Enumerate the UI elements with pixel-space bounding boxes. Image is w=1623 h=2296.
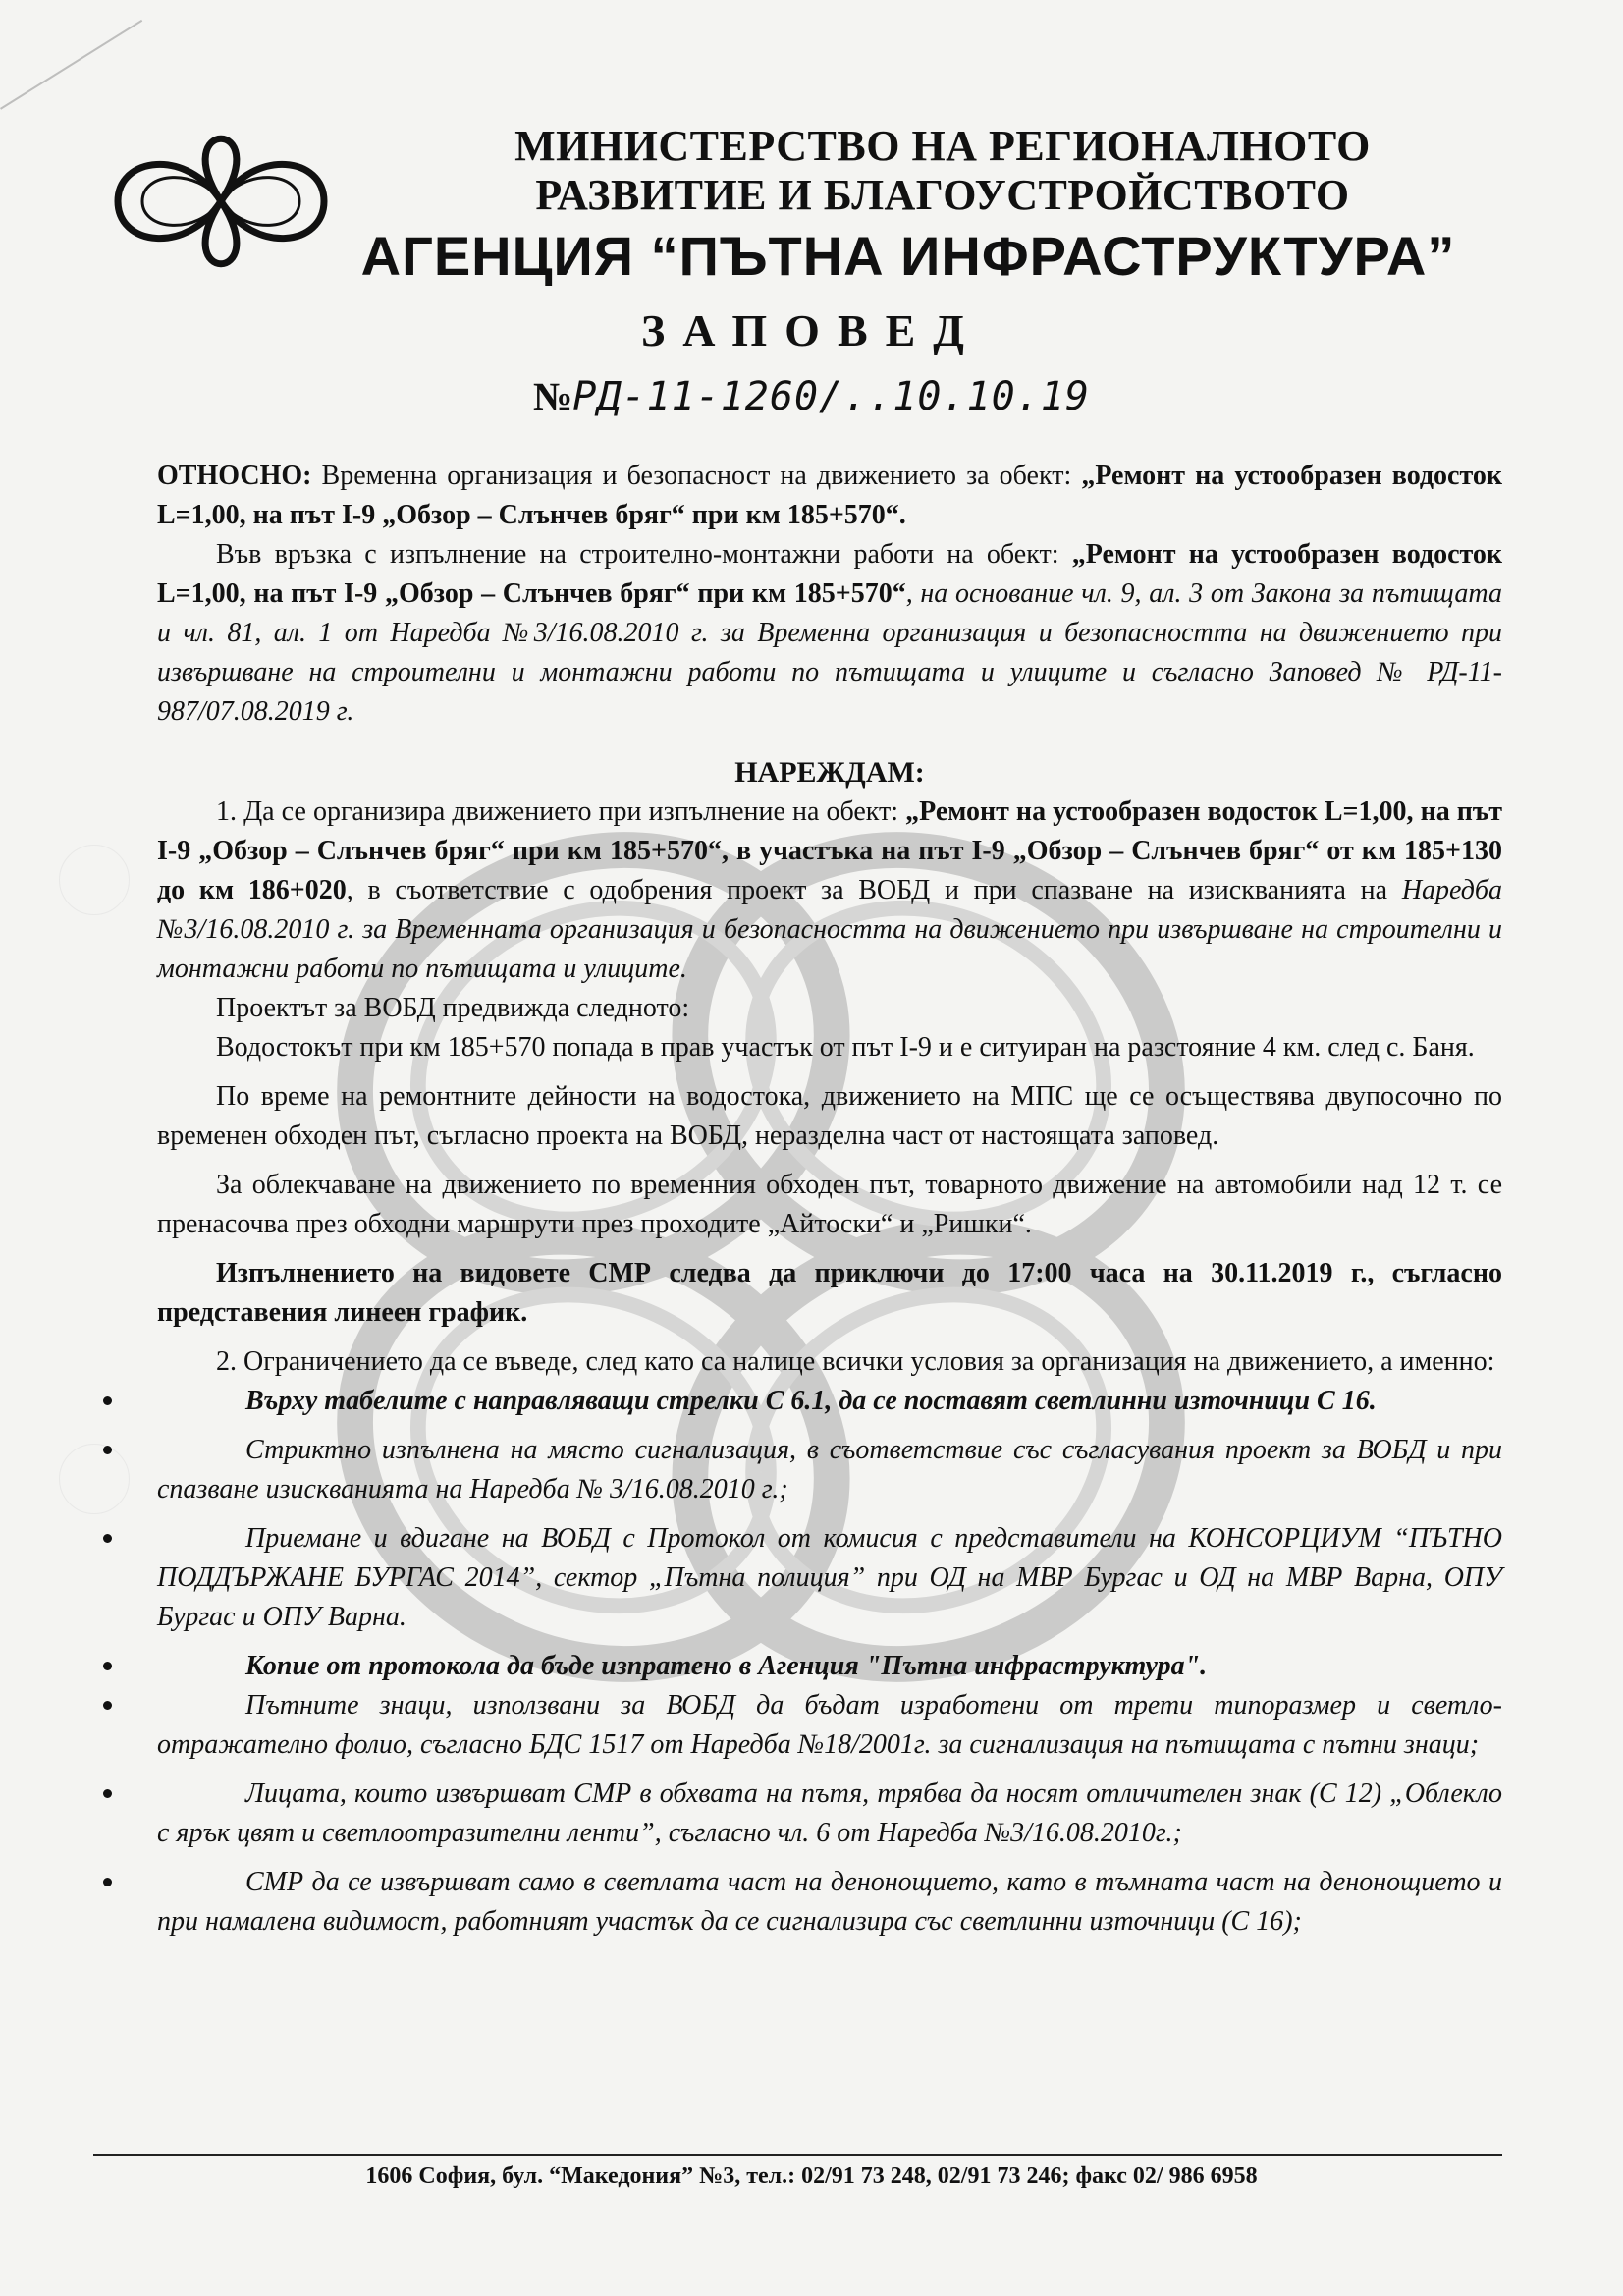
item-2-paragraph: 2. Ограничението да се въведе, след като са налице всички условия за организация на движението, а именно: <box>216 1346 1495 1377</box>
intro-text-2: , на основание чл. 9, ал. 3 от Закона за пътищата и чл. 81, ал. 1 от Наредба №3/16.08.2010 г. за Временна организация и безопасността на движението при извършване на строителни и монтажни работи по пътищата и улиците и съгласно Заповед № РД-11-987/07.08.2019 г. <box>157 578 1502 727</box>
project-intro: Проектът за ВОБД предвижда следното: <box>216 993 690 1023</box>
number-value: РД-11-1260/..10.10.19 <box>572 374 1090 419</box>
ministry-line-2: РАЗВИТИЕ И БЛАГОУСТРОЙСТВОТО <box>535 171 1350 219</box>
conditions-list <box>157 1382 1502 1941</box>
footer-address: 1606 София, бул. “Македония” №3, тел.: 02/91 73 248, 02/91 73 246; факс 02/ 986 6958 <box>365 2163 1258 2189</box>
subject-label: ОТНОСНО: <box>157 461 312 491</box>
list-item: Лицата, които извършват СМР в обхвата на пътя, трябва да носят отличителен знак (С 12) „Облекло с ярък цвят и светлоотразителни ленти”, съгласно чл. 6 от Наредба №3/16.08.2010г.; <box>157 1775 1502 1853</box>
culvert-paragraph: Водостокът при км 185+570 попада в прав участък от път I-9 и е ситуиран на разстояние 4 км. след с. Баня. <box>216 1032 1475 1063</box>
list-item: Стриктно изпълнена на място сигнализация, в съответствие със съгласувания проект за ВОБД и при спазване изискванията на Наредба № 3/16.08.2010 г.; <box>157 1431 1502 1509</box>
number-prefix: № <box>533 374 573 418</box>
item-1-regulation: Наредба №3/16.08.2010 г. за Временната организация и безопасността на движението при извършване на строителни и монтажни работи по пътищата и улиците. <box>157 875 1503 984</box>
document-number <box>0 373 1623 419</box>
ministry-line-1: МИНИСТЕРСТВО НА РЕГИОНАЛНОТО <box>514 122 1371 170</box>
intro-paragraph <box>157 535 1502 732</box>
letterhead <box>98 108 1492 295</box>
list-item: Върху табелите с направляващи стрелки С 6.1, да се поставят светлинни източници С 16. <box>157 1382 1502 1421</box>
list-item: Приемане и вдигане на ВОБД с Протокол от комисия с представители на КОНСОРЦИУМ “ПЪТНО ПОДДЪРЖАНЕ БУРГАС 2014”, сектор „Пътна полиция” при ОД на МВР Бургас и ОД на МВР Варна, ОПУ Бургас и ОПУ Варна. <box>157 1519 1502 1637</box>
ministry-name <box>452 122 1434 220</box>
punch-hole-mark <box>59 845 130 915</box>
order-heading: НАРЕЖДАМ: <box>734 756 925 789</box>
deadline-paragraph: Изпълнението на видовете СМР следва да приключи до 17:00 часа на 30.11.2019 г., съгласно представения линеен график. <box>157 1258 1502 1328</box>
document-body <box>157 457 1502 1941</box>
item-1-object: „Ремонт на устообразен водосток L=1,00, на път I-9 „Обзор – Слънчев бряг“ при км 185+570“, в участъка на път I-9 „Обзор – Слънчев бряг“ от км 185+130 до км 186+020 <box>157 796 1502 905</box>
subject-object: „Ремонт на устообразен водосток L=1,00, на път I-9 „Обзор – Слънчев бряг“ при км 185+570“. <box>157 461 1502 530</box>
list-item: СМР да се извършват само в светлата част на денонощието, като в тъмната част на денонощието и при намалена видимост, работният участък да се сигнализира със светлинни източници (С 16); <box>157 1863 1502 1941</box>
list-item: Копие от протокола да бъде изпратено в Агенция "Пътна инфраструктура". <box>157 1647 1502 1686</box>
repair-paragraph: По време на ремонтните дейности на водостока, движението на МПС ще се осъществява двупосочно по временен обходен път, съгласно проекта на ВОБД, неразделна част от настоящата заповед. <box>157 1081 1502 1151</box>
item-1-text-2: , в съответствие с одобрения проект за ВОБД и при спазване на изискванията на <box>346 875 1402 905</box>
subject-paragraph <box>157 457 1502 535</box>
agency-name: АГЕНЦИЯ “ПЪТНА ИНФРАСТРУКТУРА” <box>360 225 1456 287</box>
intro-text-1: Във връзка с изпълнение на строително-монтажни работи на обект: <box>216 539 1072 570</box>
subject-text: Временна организация и безопасност на движението за обект: <box>311 461 1082 491</box>
agency-logo-icon <box>98 108 344 295</box>
list-item: Пътните знаци, използвани за ВОБД да бъдат изработени от трети типоразмер и светло-отражателно фолио, съгласно БДС 1517 от Наредба №18/2001г. за сигнализация на пътищата с пътни знаци; <box>157 1686 1502 1765</box>
punch-hole-mark <box>59 1444 130 1514</box>
item-1-paragraph <box>157 793 1502 989</box>
footer-divider <box>93 2154 1502 2156</box>
item-1-text-1: 1. Да се организира движението при изпълнение на обект: <box>216 796 906 827</box>
relief-paragraph: За облекчаване на движението по временния обходен път, товарното движение на автомобили над 12 т. се пренасочва през обходни маршрути през проходите „Айтоски“ и „Ришки“. <box>157 1170 1502 1239</box>
document-title: ЗАПОВЕД <box>641 305 982 355</box>
intro-object: „Ремонт на устообразен водосток L=1,00, на път I-9 „Обзор – Слънчев бряг“ при км 185+570“ <box>157 539 1503 609</box>
